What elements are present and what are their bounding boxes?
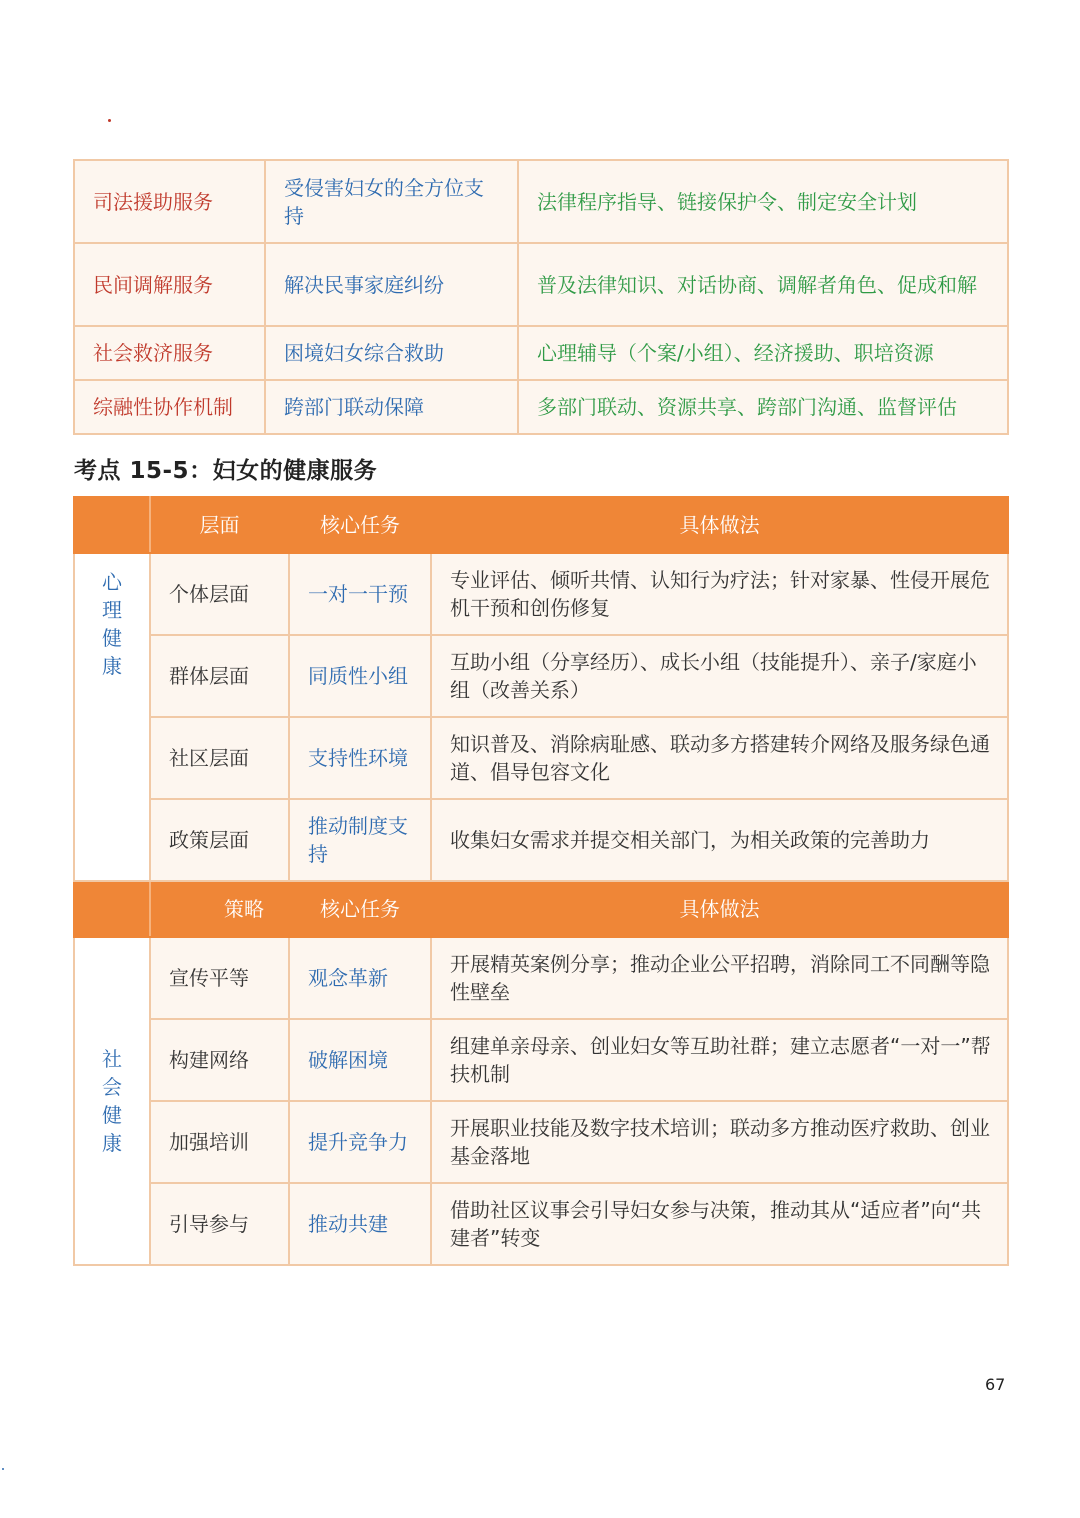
section-title: 考点 15-5：妇女的健康服务 (74, 458, 378, 484)
service-name: 综融性协作机制 (74, 380, 265, 434)
row-task: 支持性环境 (289, 717, 431, 799)
service-name: 司法援助服务 (74, 160, 265, 243)
corner-dot (2, 1468, 4, 1470)
table-header (74, 497, 1008, 553)
header-task: 核心任务 (289, 881, 431, 937)
service-methods: 法律程序指导、链接保护令、制定安全计划 (518, 160, 1008, 243)
header-practice: 具体做法 (431, 881, 1008, 937)
group-label-social: 社会健康 (74, 937, 150, 1265)
row-task: 破解困境 (289, 1019, 431, 1101)
row-level: 群体层面 (150, 635, 289, 717)
page-number: 67 (985, 1375, 1006, 1394)
table-row (74, 1019, 1008, 1101)
table-row (74, 635, 1008, 717)
row-practice: 专业评估、倾听共情、认知行为疗法；针对家暴、性侵开展危机干预和创伤修复 (431, 553, 1008, 635)
header-practice: 具体做法 (431, 497, 1008, 553)
service-name: 社会救济服务 (74, 326, 265, 380)
row-task: 同质性小组 (289, 635, 431, 717)
table-row (74, 326, 1008, 380)
service-methods: 多部门联动、资源共享、跨部门沟通、监督评估 (518, 380, 1008, 434)
header-strategy: 策略 (150, 881, 289, 937)
header-task: 核心任务 (289, 497, 431, 553)
row-level: 社区层面 (150, 717, 289, 799)
row-practice: 开展精英案例分享；推动企业公平招聘，消除同工不同酬等隐性壁垒 (431, 937, 1008, 1019)
header-level: 层面 (150, 497, 289, 553)
table-row (74, 1183, 1008, 1265)
table-row (74, 380, 1008, 434)
row-practice: 开展职业技能及数字技术培训；联动多方推动医疗救助、创业基金落地 (431, 1101, 1008, 1183)
row-practice: 借助社区议事会引导妇女参与决策，推动其从“适应者”向“共建者”转变 (431, 1183, 1008, 1265)
row-level: 引导参与 (150, 1183, 289, 1265)
row-level: 政策层面 (150, 799, 289, 881)
table-row (74, 243, 1008, 326)
row-level: 构建网络 (150, 1019, 289, 1101)
table-row (74, 937, 1008, 1019)
service-target: 困境妇女综合救助 (265, 326, 518, 380)
table-row (74, 799, 1008, 881)
row-practice: 互助小组（分享经历）、成长小组（技能提升）、亲子/家庭小组（改善关系） (431, 635, 1008, 717)
red-dot (108, 119, 111, 122)
header-spacer (74, 497, 150, 553)
service-methods: 普及法律知识、对话协商、调解者角色、促成和解 (518, 243, 1008, 326)
table-row (74, 717, 1008, 799)
row-level: 个体层面 (150, 553, 289, 635)
row-task: 一对一干预 (289, 553, 431, 635)
service-table (73, 159, 1009, 435)
table-row (74, 553, 1008, 635)
row-practice: 收集妇女需求并提交相关部门，为相关政策的完善助力 (431, 799, 1008, 881)
row-task: 推动共建 (289, 1183, 431, 1265)
service-target: 受侵害妇女的全方位支持 (265, 160, 518, 243)
health-service-table (73, 496, 1009, 1266)
row-task: 提升竞争力 (289, 1101, 431, 1183)
row-task: 推动制度支持 (289, 799, 431, 881)
row-level: 加强培训 (150, 1101, 289, 1183)
service-name: 民间调解服务 (74, 243, 265, 326)
header-spacer (74, 881, 150, 937)
service-target: 跨部门联动保障 (265, 380, 518, 434)
table-row (74, 1101, 1008, 1183)
row-task: 观念革新 (289, 937, 431, 1019)
group-label-mental: 心理健康 (74, 553, 150, 881)
row-practice: 知识普及、消除病耻感、联动多方搭建转介网络及服务绿色通道、倡导包容文化 (431, 717, 1008, 799)
service-target: 解决民事家庭纠纷 (265, 243, 518, 326)
table-row (74, 160, 1008, 243)
row-level: 宣传平等 (150, 937, 289, 1019)
row-practice: 组建单亲母亲、创业妇女等互助社群；建立志愿者“一对一”帮扶机制 (431, 1019, 1008, 1101)
table-header (74, 881, 1008, 937)
service-methods: 心理辅导（个案/小组）、经济援助、职培资源 (518, 326, 1008, 380)
